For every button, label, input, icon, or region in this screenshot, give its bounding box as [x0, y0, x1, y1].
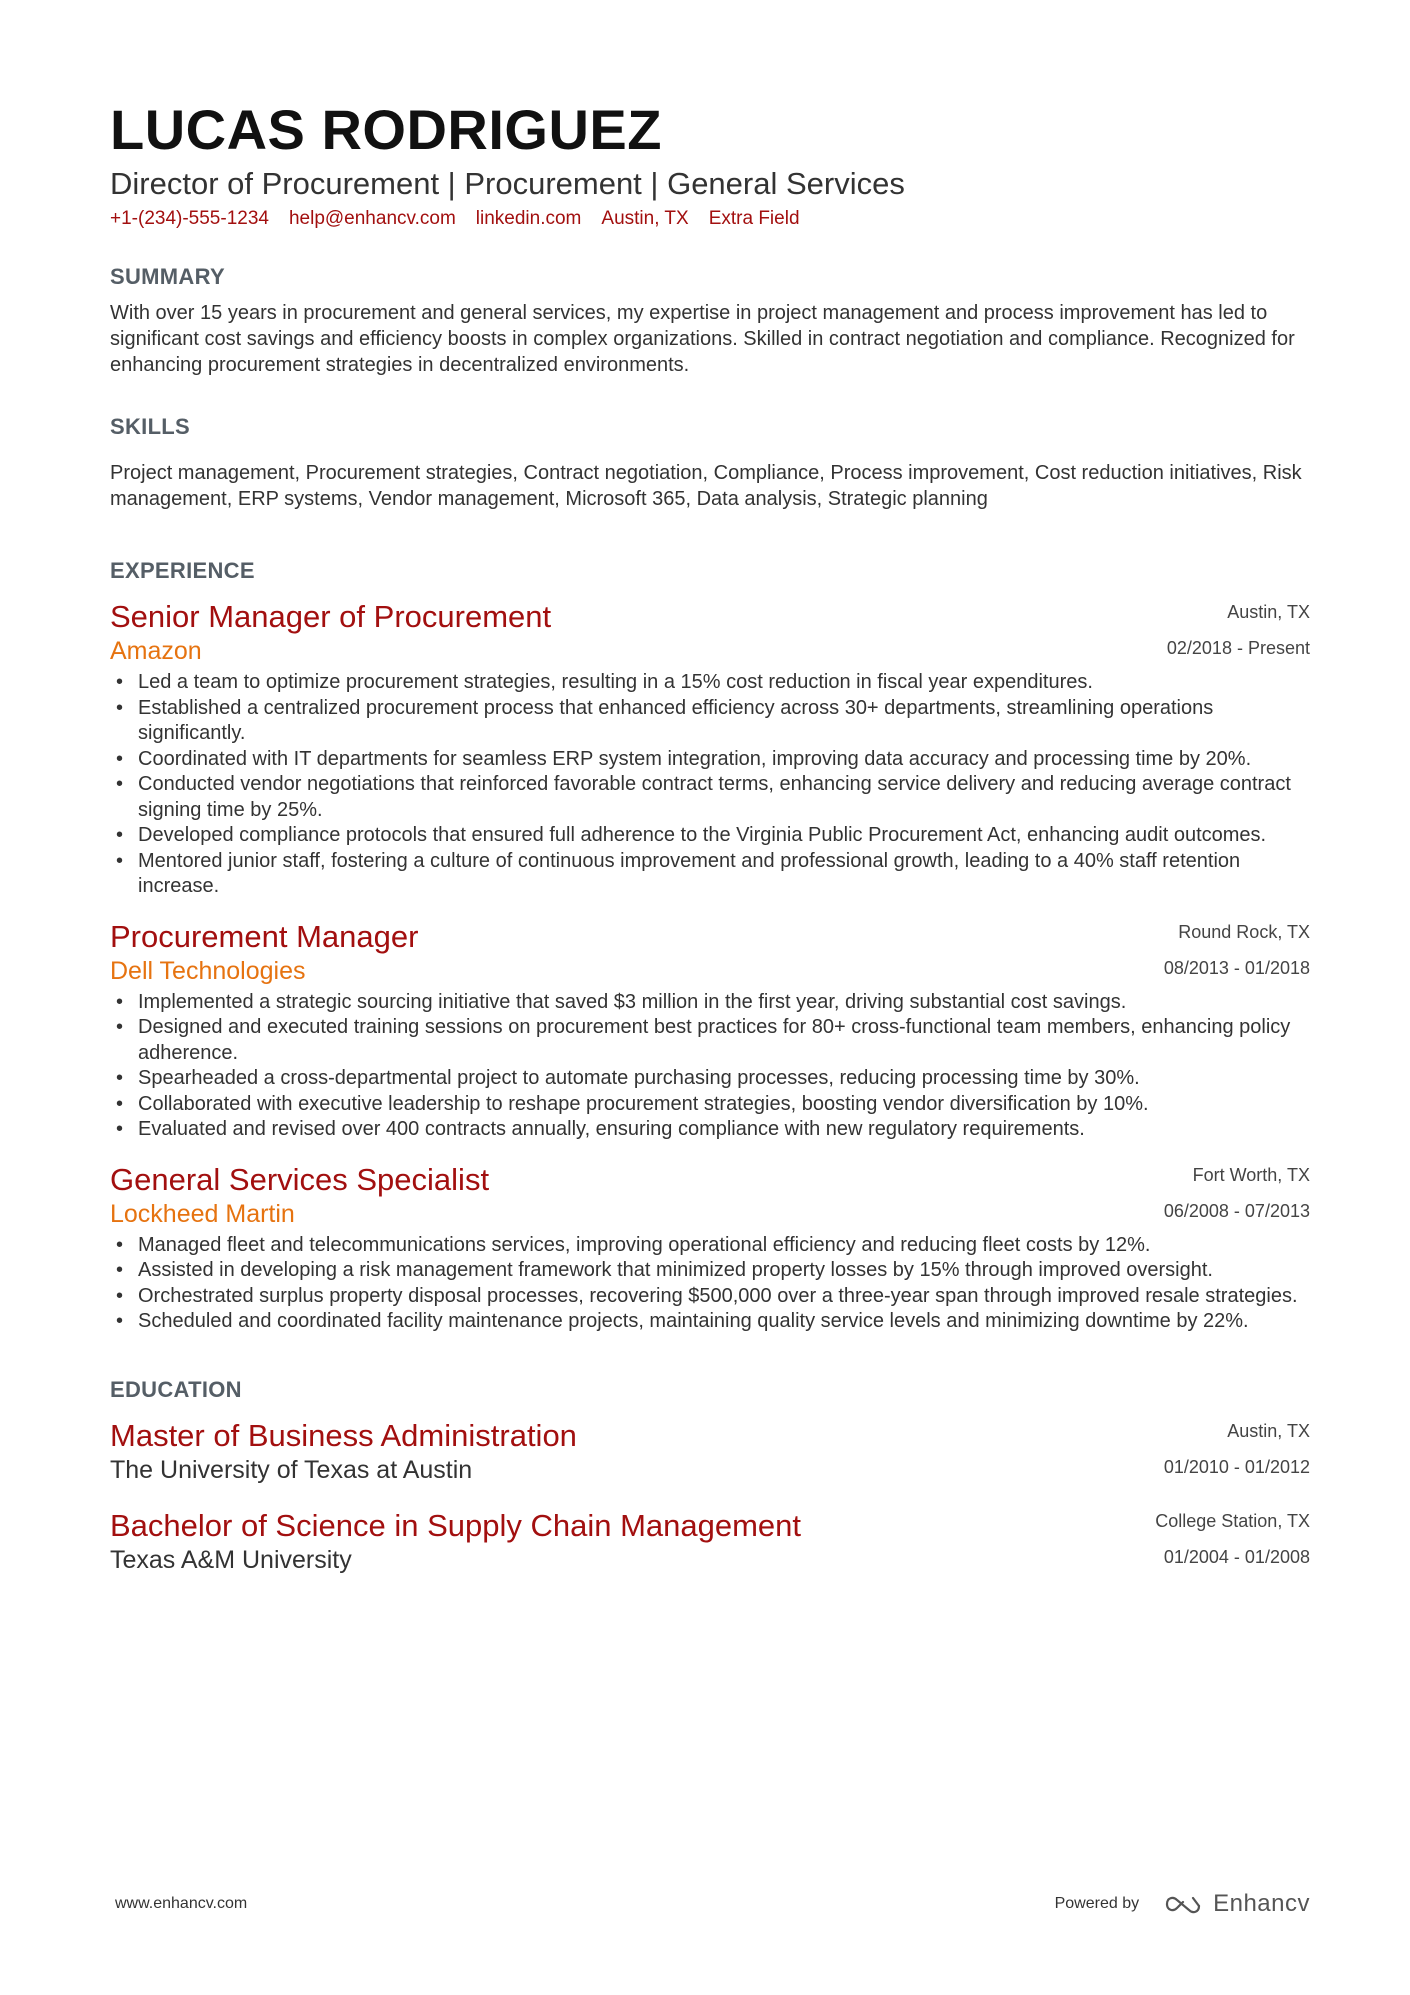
job-bullet: • Managed fleet and telecommunications services, improving operational efficiency and reducing fleet costs by 12%.: [110, 1233, 1310, 1259]
section-title-education: EDUCATION: [110, 1376, 242, 1402]
school-name: Texas A&M University: [110, 1545, 352, 1574]
contact-phone[interactable]: +1-(234)-555-1234: [110, 208, 269, 229]
job-role: Senior Manager of Procurement: [110, 599, 552, 634]
job-bullet: • Established a centralized procurement process that enhanced efficiency across 30+ departments, streamlining operations significantly.: [110, 696, 1310, 747]
job-role: Procurement Manager: [110, 918, 419, 954]
page-footer: [115, 1890, 1310, 1918]
summary-text: With over 15 years in procurement and general services, my expertise in project management and process improvement has led to significant cost savings and efficiency boosts in complex organizations. Skilled in contract negotiation and compliance. Recognized for enhancing procurement strategies in decentralized environments.: [110, 302, 1295, 376]
job-bullet: • Coordinated with IT departments for seamless ERP system integration, improving data accuracy and processing time by 20%.: [110, 747, 1310, 773]
job-bullets: [110, 1233, 1310, 1335]
job-bullet: • Designed and executed training sessions on procurement best practices for 80+ cross-functional team members, enhancing policy adherence.: [110, 1015, 1310, 1066]
school-name: The University of Texas at Austin: [110, 1455, 473, 1484]
job-bullets: [110, 670, 1310, 900]
contact-email[interactable]: help@enhancv.com: [288, 208, 456, 229]
job-bullet: • Developed compliance protocols that ensured full adherence to the Virginia Public Procurement Act, enhancing audit outcomes.: [110, 823, 1310, 849]
job-role: General Services Specialist: [110, 1161, 490, 1197]
education-dates: 01/2010 - 01/2012: [1163, 1456, 1310, 1477]
job-bullet: • Evaluated and revised over 400 contracts annually, ensuring compliance with new regulatory requirements.: [110, 1117, 1310, 1143]
education-dates: 01/2004 - 01/2008: [1163, 1546, 1310, 1567]
job-bullet: • Collaborated with executive leadership to reshape procurement strategies, boosting vendor diversification by 10%.: [110, 1092, 1310, 1118]
degree-title: Bachelor of Science in Supply Chain Management: [110, 1507, 802, 1543]
contact-extra-field: Extra Field: [708, 208, 800, 229]
experience-section: [110, 556, 1310, 1335]
job-dates: 02/2018 - Present: [1166, 638, 1310, 658]
job-location: Round Rock, TX: [1178, 921, 1310, 942]
section-title-experience: EXPERIENCE: [110, 558, 255, 583]
education-entry: [110, 1507, 1310, 1575]
job-company: Lockheed Martin: [110, 1199, 295, 1228]
resume-header: [110, 98, 1310, 232]
job-entry: [110, 598, 1310, 900]
job-bullet: • Spearheaded a cross-departmental project to automate purchasing processes, reducing processing time by 30%.: [110, 1066, 1310, 1092]
brand-logo[interactable]: [1163, 1890, 1310, 1918]
job-bullet: • Implemented a strategic sourcing initiative that saved $3 million in the first year, driving substantial cost savings.: [110, 990, 1310, 1016]
job-entry: [110, 1161, 1310, 1335]
job-company: Amazon: [110, 637, 202, 665]
degree-title: Master of Business Administration: [110, 1417, 577, 1453]
skills-text: Project management, Procurement strategies, Contract negotiation, Compliance, Process improvement, Cost reduction initiatives, Risk management, ERP systems, Vendor management, Microsoft 365, Data analysis, Strategic planning: [110, 462, 1302, 510]
summary-section: [110, 262, 1310, 378]
job-bullet: • Scheduled and coordinated facility maintenance projects, maintaining quality service levels and minimizing downtime by 22%.: [110, 1309, 1310, 1335]
education-location: Austin, TX: [1227, 1420, 1310, 1441]
candidate-name: LUCAS RODRIGUEZ: [110, 98, 662, 161]
contact-linkedin[interactable]: linkedin.com: [475, 208, 582, 229]
job-location: Austin, TX: [1227, 602, 1310, 622]
education-entry: [110, 1417, 1310, 1485]
contact-location: Austin, TX: [601, 208, 689, 229]
job-bullet: • Assisted in developing a risk management framework that minimized property losses by 15% through improved oversight.: [110, 1258, 1310, 1284]
job-entry: [110, 918, 1310, 1143]
job-bullet: • Conducted vendor negotiations that reinforced favorable contract terms, enhancing service delivery and reducing average contract signing time by 25%.: [110, 772, 1310, 823]
section-title-summary: SUMMARY: [110, 264, 225, 289]
enhancv-logo-icon: [1163, 1892, 1203, 1916]
education-location: College Station, TX: [1155, 1510, 1310, 1531]
job-bullet: • Mentored junior staff, fostering a culture of continuous improvement and professional growth, leading to a 40% staff retention increase.: [110, 849, 1310, 900]
job-dates: 06/2008 - 07/2013: [1163, 1200, 1310, 1221]
powered-by-label: Powered by: [1054, 1895, 1140, 1912]
job-bullet: • Led a team to optimize procurement strategies, resulting in a 15% cost reduction in fiscal year expenditures.: [110, 670, 1310, 696]
powered-by: [1055, 1890, 1310, 1918]
education-section: [110, 1375, 1310, 1575]
contact-list: [110, 206, 1310, 232]
brand-name: Enhancv: [1213, 1890, 1310, 1917]
job-company: Dell Technologies: [110, 956, 306, 985]
section-title-skills: SKILLS: [110, 414, 191, 439]
job-dates: 08/2013 - 01/2018: [1163, 957, 1310, 978]
headline: Director of Procurement | Procurement | General Services: [110, 166, 905, 201]
footer-website-link[interactable]: www.enhancv.com: [115, 1895, 248, 1912]
skills-section: [110, 412, 1310, 512]
job-location: Fort Worth, TX: [1192, 1164, 1310, 1185]
job-bullets: [110, 990, 1310, 1143]
job-bullet: • Orchestrated surplus property disposal processes, recovering $500,000 over a three-year span through improved resale strategies.: [110, 1284, 1310, 1310]
